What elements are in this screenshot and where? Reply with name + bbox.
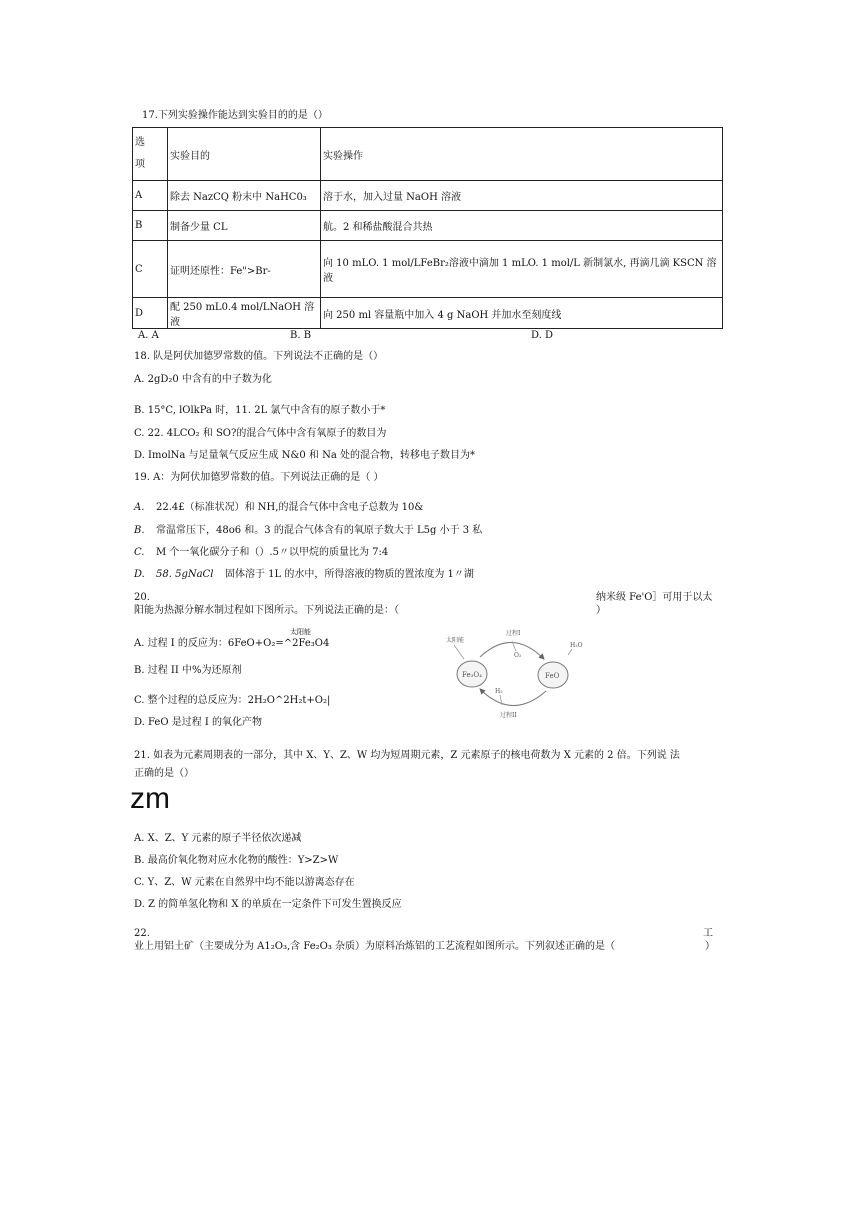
table-row	[133, 241, 723, 298]
q17-stem: 17.下列实验操作能达到实验目的的是（）	[142, 110, 328, 121]
row-goal: 除去 NazCQ 粉末中 NaHC0₃	[168, 181, 321, 211]
process1-arrow	[480, 642, 544, 659]
feo-label: FeO	[545, 672, 560, 680]
row-option: A	[133, 181, 168, 211]
sun-arrow	[454, 645, 464, 659]
q22-paren-close: ）	[705, 941, 715, 952]
h2o-arrow	[568, 649, 572, 655]
q19-stem: 19. A：为阿伏加德罗常数的值。下列说法正确的是（ ）	[134, 472, 384, 483]
row-option: B	[133, 211, 168, 241]
row-goal: 证明还原性：Fe">Br-	[168, 241, 321, 298]
process2-arrow	[480, 689, 546, 706]
q18-stem: 18. 队是阿伏加德罗常数的值。下列说法不正确的是（）	[134, 351, 384, 362]
q20-paren-close: ）	[596, 605, 606, 616]
h2o-label: H₂O	[570, 642, 583, 649]
row-operation: 向 250 ml 容量瓶中加入 4 g NaOH 并加水至刻度线	[321, 298, 723, 329]
q21-option-d: D. Z 的简单氢化物和 X 的单质在一定条件下可发生置换反应	[134, 899, 402, 910]
q21-option-a: A. X、Z、Y 元素的原子半径依次递减	[134, 833, 302, 844]
q20-superscript: 太阳能	[290, 628, 311, 636]
q21-option-c: C. Y、Z、W 元素在自然界中均不能以游离态存在	[134, 877, 355, 888]
q19-option-d-text: 固体溶于 1L 的水中，所得溶液的物质的置浓度为 1〃湖	[225, 569, 474, 580]
q19-option-c-label: C.	[134, 547, 145, 558]
q20-number: 20.	[134, 592, 150, 603]
header-option: 选 项	[133, 128, 168, 181]
q19-option-c-text: M 个一氧化碳分子和（）.5〃以甲烷的质量比为 7:4	[156, 547, 389, 558]
q19-option-d-label: D.	[134, 569, 145, 580]
q22-right-char: 工	[703, 928, 713, 939]
process2-label: 过程II	[500, 712, 517, 719]
q20-option-c: C. 整个过程的总反应为：2H₂O^2H₂t+O₂|	[134, 695, 331, 706]
q19-option-b-label: B.	[134, 525, 145, 536]
q20-stem: 阳能为热源分解水制过程如下图所示。下列说法正确的是：（	[134, 605, 399, 616]
q20-option-a: A. 过程 I 的反应为：6FeO+O₂=^2Fe₃O4	[134, 638, 330, 649]
q21-stem-line1: 21. 如表为元素周期表的一部分，其中 X、Y、Z、W 均为短周期元素，Z 元素原子的核电荷数为 X 元素的 2 倍。下列说 法	[134, 750, 680, 761]
row-option: D	[133, 298, 168, 329]
table-row	[133, 298, 723, 329]
q20-option-d: D. FeO 是过程 I 的氧化产物	[134, 717, 263, 728]
q20-right-text: 纳米级 Fe'O］可用于以太	[596, 592, 713, 603]
q22-stem: 业上用铝土矿（主要成分为 A1₂O₃,含 Fe₂O₃ 杂质）为原料冶炼铝的工艺流程如图所示。下列叙述正确的是（	[134, 941, 616, 952]
q20-option-b: B. 过程 II 中%为还原剂	[134, 665, 242, 676]
row-operation: 溶于水，加入过量 NaOH 溶液	[321, 181, 723, 211]
header-operation: 实验操作	[321, 128, 723, 181]
row-goal: 配 250 mL0.4 mol/LNaOH 溶液	[168, 298, 321, 329]
q17-answer-d: D. D	[531, 330, 554, 341]
q22-number: 22.	[134, 928, 150, 939]
table-row	[133, 181, 723, 211]
q17-answer-b: B. B	[290, 330, 312, 341]
process1-label: 过程I	[506, 630, 521, 637]
row-goal: 制备少量 CL	[168, 211, 321, 241]
q19-option-d-italic: 58. 5gNaCl	[156, 569, 214, 580]
q17-answer-a: A. A	[138, 330, 159, 341]
q18-option-b: B. 15°C, lOlkPa 时，11. 2L 氯气中含有的原子数小于*	[134, 405, 386, 416]
row-operation: 航。2 和稀盐酸混合共热	[321, 211, 723, 241]
q19-option-a-label: A.	[134, 502, 145, 513]
q19-option-a-text: 22.4£（标准状况）和 NH,的混合气体中含电子总数为 10&	[156, 502, 424, 513]
sun-label: 太阳能	[446, 637, 465, 644]
q17-table	[132, 127, 723, 329]
h2-label: H₂	[495, 688, 503, 695]
water-splitting-cycle-diagram	[440, 625, 600, 725]
q18-option-d: D. ImolNa 与足量氧气反应生成 N&0 和 Na 处的混合物，转移电子数目为*	[134, 450, 476, 461]
fe3o4-label: Fe₃O₄	[462, 671, 482, 679]
q21-periodic-table-text: zm	[130, 782, 170, 815]
row-operation: 向 10 mLO. 1 mol/LFeBr₂溶液中滴加 1 mLO. 1 mol/L 新制氯水, 再滴几滴 KSCN 溶液	[321, 241, 723, 298]
o2-label: O₂	[514, 652, 522, 659]
header-goal: 实验目的	[168, 128, 321, 181]
q21-option-b: B. 最高价氧化物对应水化物的酸性：Y>Z>W	[134, 855, 339, 866]
q21-stem-line2: 正确的是（）	[134, 768, 194, 779]
table-row	[133, 211, 723, 241]
q18-option-a: A. 2gD₂0 中含有的中子数为化	[134, 374, 272, 385]
q19-option-b-text: 常温常压下，48o6 和。3 的混合气体含有的氧原子数大于 L5g 小于 3 私	[156, 525, 483, 536]
row-option: C	[133, 241, 168, 298]
q18-option-c: C. 22. 4LCO₂ 和 SO?的混合气体中含有氧原子的数目为	[134, 428, 387, 439]
